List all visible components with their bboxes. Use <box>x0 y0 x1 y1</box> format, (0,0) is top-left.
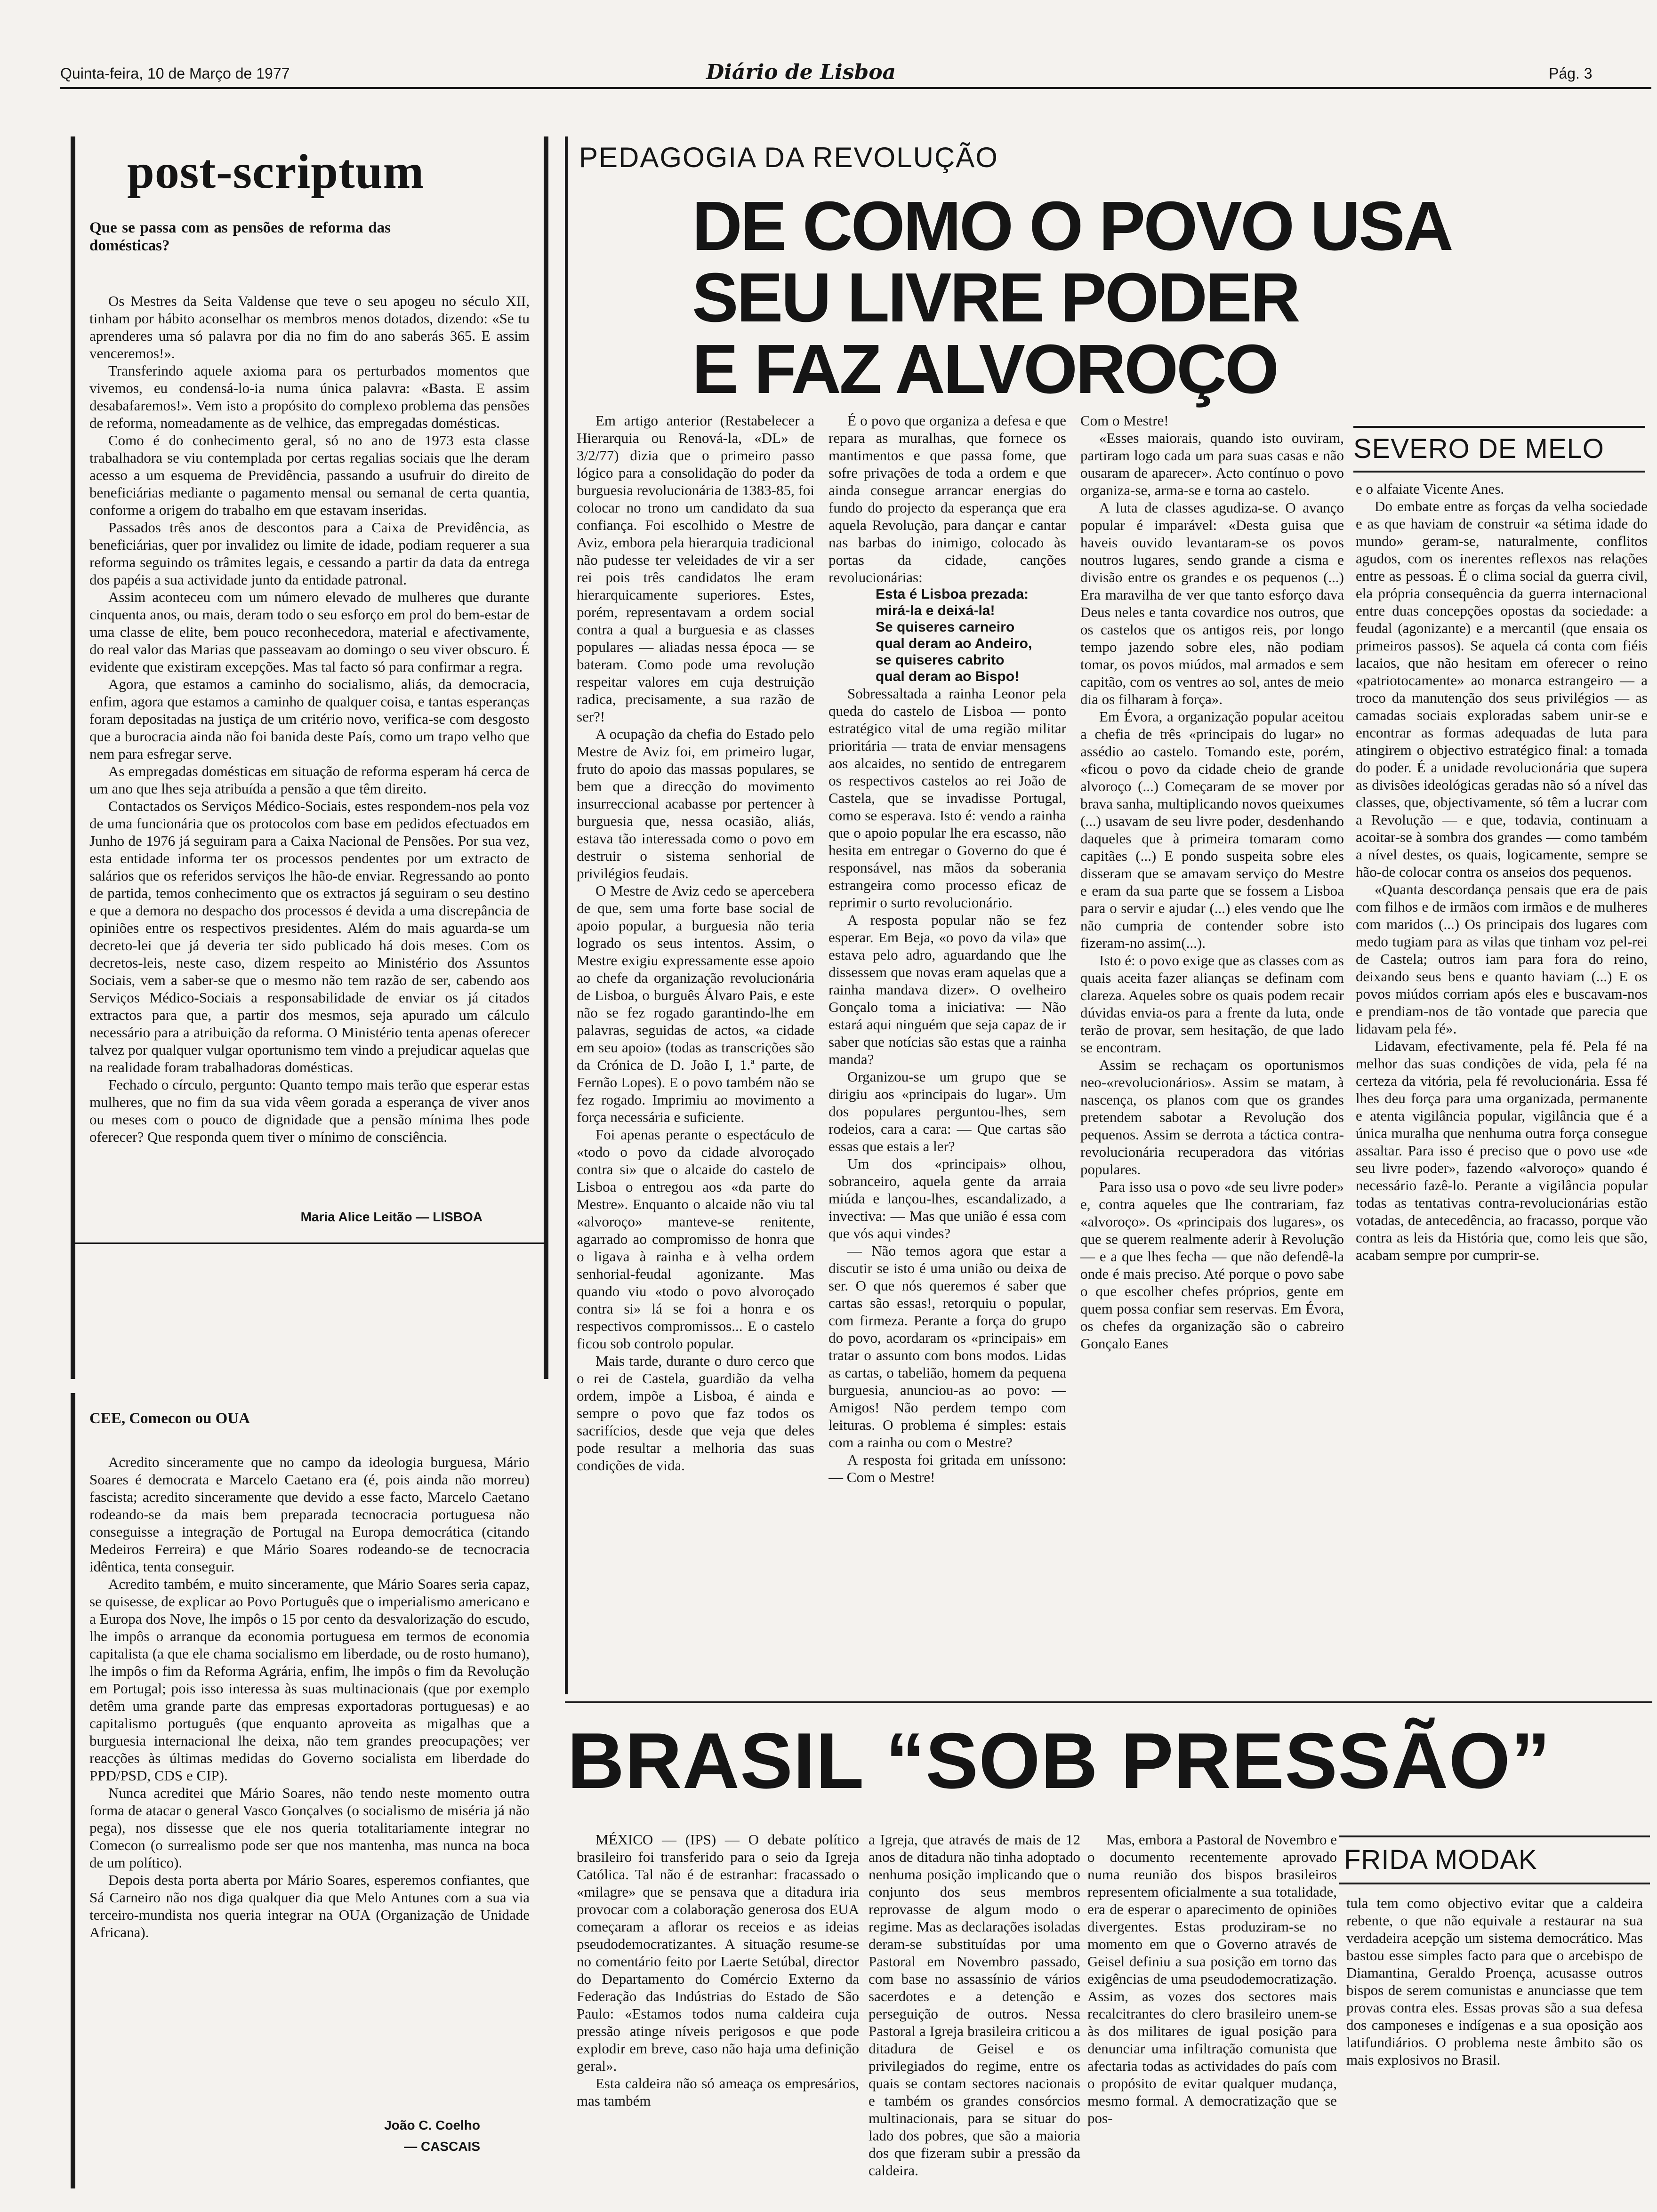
brasil-column-1 <box>577 1831 859 2207</box>
article-headline <box>692 187 1452 408</box>
brasil-paragraph: a Igreja, que através de mais de 12 anos de ditadura não tinha adoptado nenhuma posição implicando que o conjunto dos seus membros reprovasse de algum modo o regime. Mas as declarações isoladas deram-se substituídas por uma Pastoral em Novembro passado, com base no assassínio de vários sacerdotes e a detenção e perseguição de outros. Nessa Pastoral a Igreja brasileira criticou a ditadura de Geisel e os privilegiados do regime, entre os quais se contam sectores nacionais e também os grandes consórcios multinacionais, para se situar do lado dos pobres, que são a maioria dos que fizeram subir a pressão da caldeira. <box>869 1831 1080 2179</box>
letter-1-paragraph: Os Mestres da Seita Valdense que teve o seu apogeu no século XII, tinham por hábito aconselhar os membros menos dotados, dizendo: «Se tu aprenderes uma só palavra por dia no fim do ano saberás 365. E assim venceremos!». <box>89 293 530 361</box>
letter-1-paragraph: Passados três anos de descontos para a Caixa de Previdência, as beneficiárias, quer por invalidez ou limite de idade, podiam requerer a sua reforma seguindo os trâmites legais, e cessando a partir da data da entrega dos papéis a sua actividade junto da entidade patronal. <box>89 519 530 588</box>
letter-1-signature: Maria Alice Leitão — LISBOA <box>300 1210 483 1224</box>
article-paragraph: Isto é: o povo exige que as classes com as quais aceita fazer alianças se definam com clareza. Aqueles sobre os quais podem recair dúvidas envia-os para a frente da luta, onde terão de provar, sem hesitação, de que lado se encontram. <box>1080 952 1344 1056</box>
postscriptum-letter-2 <box>89 1410 530 2101</box>
article-paragraph: «Esses maiorais, quando isto ouviram, partiram logo cada um para suas casas e não ousaram de aparecer». Acto contínuo o povo organiza-se, arma-se e torna ao castelo. <box>1080 430 1344 498</box>
brasil-byline-rule-top <box>1339 1835 1650 1837</box>
article-paragraph: Um dos «principais» olhou, sobranceiro, aquela gente da arraia miúda e lançou-lhes, escandalizado, a invectiva: — Mas que união é essa com que vós aqui vindes? <box>828 1155 1066 1242</box>
letter-2-paragraph: Depois desta porta aberta por Mário Soares, esperemos confiantes, que Sá Carneiro não nos diga qualquer dia que Melo Antunes com a sua via terceiro-mundista nos queria integrar na OUA (Organização de Unidade Africana). <box>89 1872 530 1940</box>
newspaper-name: Diário de Lisboa <box>706 60 896 84</box>
song-verse-line: Esta é Lisboa prezada: <box>876 586 1029 602</box>
article-paragraph: Sobressaltada a rainha Leonor pela queda do castelo de Lisboa — ponto estratégico vital de uma região militar prioritária — trata de enviar mensagens aos alcaides, no sentido de entregarem os respectivos castelos ao rei João de Castela, que se invadisse Portugal, como se esperava. Isto é: vendo a rainha que o apoio popular lhe era escasso, não hesita em entregar o Governo do que é responsável, nas mãos da soberania estrangeira como processo eficaz de reprimir o surto revolucionário. <box>828 685 1066 911</box>
headline-line-1: DE COMO O POVO USA <box>692 187 1452 265</box>
page-number: Pág. 3 <box>1549 65 1593 82</box>
article-paragraph: É o povo que organiza a defesa e que repara as muralhas, que fornece os mantimentos e que passa fome, que sofre privações de toda a ordem e que ainda consegue arrancar energias do fundo do projecto da esperança que era aquela Revolução, para dançar e cantar nas barbas do inimigo, colocado às portas da cidade, canções revolucionárias: <box>828 412 1066 585</box>
brasil-paragraph: MÉXICO — (IPS) — O debate político brasileiro foi transferido para o seio da Igreja Católica. Tal não é de estranhar: fracassado o «milagre» que se pensava que a ditadura iria provocar com a colaboração generosa dos EUA começaram a aflorar os receios e as ideias pseudodemocratizantes. A situação resume-se no comentário feito por Laerte Setúbal, director do Departamento do Comércio Externo da Federação das Indústrias do Estado de São Paulo: «Estamos todos numa caldeira cuja pressão atinge níveis perigosos e que pode explodir em breve, caso não haja uma definição geral». <box>577 1831 859 2074</box>
postscriptum-title: post-scriptum <box>127 144 425 199</box>
article-left-rule <box>565 136 568 1694</box>
article-byline: SEVERO DE MELO <box>1353 433 1604 464</box>
article-paragraph: Organizou-se um grupo que se dirigiu aos «principais do lugar». Um dos populares perguntou-lhes, sem rodeios, cara a cara: — Que cartas são essas que estais a ler? <box>828 1068 1066 1154</box>
article-paragraph: Em Évora, a organização popular aceitou a chefia de três «principais do lugar» no assédio ao castelo. Tomando este, porém, «ficou o povo da cidade cheio de grande alvoroço (...) Começaram de se mover por brava sanha, multiplicando novos queixumes (...) usavam de seu livre poder, desdenhando daqueles que à primeira tomaram como capitães (...) E pondo suspeita sobre eles disseram que se amavam serviço do Mestre e eram da sua parte que se fossem a Lisboa para o servir e ajudar (...) eles vendo que lhe não cumpria de contender sobre isto fizeram-no assim(...). <box>1080 708 1344 951</box>
article-paragraph: «Quanta descordança pensais que era de pais com filhos e de irmãos com irmãos e de mulheres com maridos (...) Os principais dos lugares com medo tugiam para as vilas que tinham voz pel-rei de Castela; outros iam para fora do reino, deixando seus bens e quanto haviam (...) E os povos miúdos corriam após eles e buscavam-nos e prendiam-nos de tão vontade que parecia que lidavam pela fé». <box>1356 881 1648 1037</box>
brasil-column-3 <box>1087 1831 1337 2207</box>
brasil-byline-rule-bottom <box>1339 1883 1650 1884</box>
brasil-paragraph: Esta caldeira não só ameaça os empresários, mas também <box>577 2075 859 2109</box>
letter-1-paragraph: Como é do conhecimento geral, só no ano de 1973 esta classe trabalhadora se viu contemplada por certas regalias sociais que lhe deram acesso a um esquema de Previdência, passando a usufruir do direito de beneficiárias mediante o pagamento mensal ou semanal de certa quantia, conforme a origem do trabalho em que estavam inseridas. <box>89 432 530 518</box>
headline-line-2: SEU LIVRE PODER <box>692 259 1299 337</box>
article-column-4 <box>1356 480 1648 1694</box>
song-verse-line: qual deram ao Bispo! <box>876 669 1020 684</box>
article-paragraph: A luta de classes agudiza-se. O avanço popular é imparável: «Desta guisa que haveis ouvido levantaram-se os povos noutros lugares, sendo grande a cisma e divisão entre os grandes e os pequenos (...) Era maravilha de ver que tanto esforço dava Deus neles e tanta covardice nos outros, que os castelos que os antigos reis, por longo tempo jazendo sobre eles, não podiam tomar, os povos miúdos, mal armados e sem capitão, com os ventres ao sol, antes de meio dia os filharam à força». <box>1080 499 1344 707</box>
brasil-byline: FRIDA MODAK <box>1344 1844 1537 1875</box>
brasil-column-2 <box>869 1831 1080 2207</box>
headline-line-3: E FAZ ALVOROÇO <box>692 330 1278 408</box>
article-column-3 <box>1080 412 1344 1694</box>
song-verse-line: mirá-la e deixá-la! <box>876 603 995 618</box>
article-paragraph: e o alfaiate Vicente Anes. <box>1356 481 1504 497</box>
song-verse-line: Se quiseres carneiro <box>876 619 1015 635</box>
song-verse-line: se quiseres cabrito <box>876 652 1005 668</box>
song-verse-line: qual deram ao Andeiro, <box>876 636 1032 651</box>
letter-2-signature-name: João C. Coelho <box>384 2118 480 2132</box>
article-paragraph: Foi apenas perante o espectáculo de «todo o povo da cidade alvoroçado contra si» que o alcaide do castelo de Lisboa o entregou aos «da parte do Mestre». Enquanto o alcaide não viu tal «alvoroço» manteve-se renitente, agarrado ao compromisso de honra que o ligava à rainha e à velha ordem senhorial-feudal agonizante. Mas quando viu «todo o povo alvoroçado contra si» lá se foi a honra e os respectivos compromissos... E o castelo ficou sob controlo popular. <box>577 1126 814 1352</box>
article-paragraph: Do embate entre as forças da velha sociedade e as que haviam de construir «a sétima idade do mundo» geram-se, naturalmente, conflitos agudos, com os inerentes reflexos nas relações entre as pessoas. É o clima social da guerra civil, ela própria consequência da guerra internacional entre duas concepções opostas da sociedade: a feudal (agonizante) e a mercantil (que ensaia os primeiros passos). Se aquela cá conta com fiéis lacaios, que não hesitam em oferecer o reino «patriotocamente» ao monarca estrangeiro — a troco da manutenção dos seus privilégios — as camadas sociais exploradas sabem unir-se e encontrar as formas adequadas de luta para atingirem o objectivo estratégico final: a tomada do poder. É a unidade revolucionária que supera as divisões ideológicas geradas não só a nível das classes, que, objectivamente, só têm a lucrar com a Revolução — e que, todavia, continuam a acoitar-se à sombra dos grandes — como também a nível destes, os quais, logicamente, sempre se hão-de colocar contra os anseios dos pequenos. <box>1356 498 1648 880</box>
byline-rule-bottom <box>1353 471 1645 473</box>
article-paragraph: A resposta popular não se fez esperar. Em Beja, «o povo da vila» que estava pelo adro, aguardando que lhe dissessem que novas eram aquelas que a rainha mandava dizer». O ovelheiro Gonçalo toma a iniciativa: — Não estará aqui ninguém que seja capaz de ir saber que notícias são estas que a rainha manda? <box>828 912 1066 1067</box>
article-paragraph: — Não temos agora que estar a discutir se isto é uma união ou deixa de ser. O que nós queremos é saber que cartas são essas!, retorquiu o popular, com firmeza. Perante a força do grupo do povo, acordaram os «principais» em tratar o assunto com bons modos. Lidas as cartas, o tabelião, homem da pequena burguesia, anunciou-as ao povo: — Amigos! Não perdem tempo com leituras. O problema é simples: estais com a rainha ou com o Mestre? <box>828 1242 1066 1451</box>
article-paragraph: Lidavam, efectivamente, pela fé. Pela fé na melhor das suas condições de vida, pela fé na certeza da vitória, pela fé revolucionária. Essa fé lhes deu força para uma organizada, permanente e atenta vigilância popular, vigilância que é a única muralha que nenhuma outra força consegue assaltar. Para isso é preciso que o povo use «de seu livre poder», fazendo «alvoroço» quando é necessário fazê-lo. Perante a vigilância popular todas as tentativas contra-revolucionárias estão votadas, de antecedência, ao fracasso, porque vão contra as leis da História que, como leis que são, acabam sempre por cumprir-se. <box>1356 1038 1648 1263</box>
masthead-rule <box>60 87 1651 89</box>
letter-2-signature-place: — CASCAIS <box>404 2139 480 2154</box>
postscriptum-right-rule <box>544 136 548 1379</box>
letter-1-paragraph: As empregadas domésticas em situação de reforma esperam há cerca de um ano que lhes seja atribuída a pensão a que têm direito. <box>89 763 530 797</box>
letter-1-paragraph: Fechado o círculo, pergunto: Quanto tempo mais terão que esperar estas mulheres, que no fim da sua vida vêem gorada a esperança de viver anos ou meses com o pouco de dignidade que a pensão mínima lhes pode oferecer? Que responda quem tiver o mínimo de consciência. <box>89 1076 530 1145</box>
brasil-headline: BRASIL “SOB PRESSÃO” <box>567 1716 1551 1805</box>
letter-2-paragraph: Acredito sinceramente que no campo da ideologia burguesa, Mário Soares é democrata e Marcelo Caetano era (é, pois ainda não morreu) fascista; acredito sinceramente que devido a esse facto, Marcelo Caetano rodeando-se da mais bem preparada tecnocracia portuguesa não conseguisse a integração de Portugal na Europa democrática (citando Medeiros Ferreira) e que Mário Soares rodeando-se de tecnocracia idêntica, tenta conseguir. <box>89 1454 530 1575</box>
issue-date: Quinta-feira, 10 de Março de 1977 <box>60 65 290 82</box>
letter-1-paragraph: Transferindo aquele axioma para os perturbados momentos que vivemos, eu condensá-lo-ia numa única palavra: «Basta. E assim desabafaremos!». Vem isto a propósito do complexo problema das pensões de reforma, nomeadamente as de velhice, das empregadas domésticas. <box>89 362 530 431</box>
letter-1-paragraph: Contactados os Serviços Médico-Sociais, estes respondem-nos pela voz de uma funcionária que os protocolos com base em pedidos efectuados em Junho de 1976 já seguiram para a Caixa Nacional de Pensões. Por sua vez, esta entidade informa ter os processos pendentes por um extracto de salários que os referidos serviços lhe hão-de enviar. Regressando ao ponto de partida, temos conhecimento que os extractos já seguiram o seu destino e que a demora no despacho dos processos é devida a uma discrepância de opiniões entre os respectivos presidentes. Além do mais aguarda-se um decreto-lei que já deveria ter sido publicado há dois meses. Com os decretos-leis, neste caso, dizem respeito ao Ministério dos Assuntos Sociais, vem a saber-se que o mesmo não tem razão de ser, cabendo aos Serviços Médico-Sociais a responsabilidade de enviar os já citados extractos para que, a partir dos mesmos, seja apurado um cálculo necessário para a atribuição da reforma. O Ministério tenta apenas oferecer talvez por qualquer vulgar oportunismo tem vindo a prejudicar aquelas que na realidade foram trabalhadoras domésticas. <box>89 798 530 1075</box>
postscriptum-left-rule <box>71 136 75 1379</box>
article-paragraph: Com o Mestre! <box>1080 412 1169 429</box>
letter-1-paragraph: Agora, que estamos a caminho do socialismo, aliás, da democracia, enfim, agora que estamos a caminho de qualquer coisa, e tantas esperanças foram depositadas na justiça de um critério novo, verifica-se com desgosto que a burocracia ainda não foi banida deste País, como um trapo velho que nem para esfregar serve. <box>89 676 530 762</box>
article-paragraph: Para isso usa o povo «de seu livre poder» e, contra aqueles que lhe contrariam, faz «alvoroço». Os «principais dos lugares», os que se querem realmente aderir à Revolução — e a que lhes fecha — que não defendê-la onde é mais preciso. Até porque o povo sabe o que escolher chefes próprios, gente em quem possa confiar sem reservas. Em Évora, os chefes da organização são o cabreiro Gonçalo Eanes <box>1080 1178 1344 1352</box>
brasil-column-4 <box>1346 1894 1643 2207</box>
article-paragraph: O Mestre de Aviz cedo se apercebera de que, sem uma forte base social de apoio popular, a burguesia não teria logrado os seus intentos. Assim, o Mestre exigiu expressamente esse apoio ao chefe da organização revolucionária de Lisboa, o burguês Álvaro Pais, e este não se fez rogado garantindo-lhe em palavras, seguidas de actos, «a cidade em seu apoio» (todas as transcrições são da Crónica de D. João I, 1.ª parte, de Fernão Lopes). E o povo também não se fez rogado. Imprimiu ao movimento a força necessária e suficiente. <box>577 882 814 1125</box>
brasil-paragraph: tula tem como objectivo evitar que a caldeira rebente, o que não equivale a restaurar na sua verdadeira acepção um sistema democrático. Mas bastou esse simples facto para que o arcebispo de Diamantina, Geraldo Proença, acusasse outros bispos de serem comunistas e anunciasse que tem provas contra eles. Essas provas são a sua defesa dos camponeses e indígenas e a sua oposição aos latifundiários. O problema neste âmbito são os mais explosivos no Brasil. <box>1346 1895 1643 2068</box>
brasil-top-rule <box>565 1701 1652 1703</box>
article-column-2 <box>828 412 1066 1694</box>
letter-2-paragraph: Acredito também, e muito sinceramente, que Mário Soares seria capaz, se quisesse, de explicar ao Povo Português que o imperialismo americano e a Europa dos Nove, lhe impôs o 15 por cento da desvalorização do escudo, lhe impôs o arranque da economia portuguesa em termos de economia capitalista (a que ele chama socialismo em liberdade, ou de rosto humano), lhe impôs o fim da Reforma Agrária, enfim, lhe impôs o fim da Revolução em Portugal; pois isso interessa às suas multinacionais (que por exemplo detêm uma grande parte das empresas exportadoras portuguesas) e ao capitalismo português (que enquanto aproveita as migalhas que a burguesia internacional lhe deixa, não tem grandes preocupações; ver reacções às últimas medidas do Governo socialista em liberdade do PPD/PSD, CDS e CIP). <box>89 1576 530 1784</box>
brasil-paragraph: Mas, embora a Pastoral de Novembro e o documento recentemente aprovado numa reunião dos bispos brasileiros representem oficialmente a sua totalidade, era de esperar o aparecimento de opiniões divergentes. Estas produziram-se no momento em que o Governo através de Geisel definiu a sua posição em torno das exigências de uma pseudodemocratização. Assim, as vozes dos sectores mais recalcitrantes do clero brasileiro unem-se às dos militares de igual posição para denunciar uma infiltração comunista que afectaria todas as actividades do país com o propósito de evitar qualquer mudança, mesmo formal. A democratização que se pos- <box>1087 1831 1337 2126</box>
byline-rule-top <box>1353 426 1645 428</box>
article-paragraph: A ocupação da chefia do Estado pelo Mestre de Aviz foi, em primeiro lugar, fruto do apoio das massas populares, se bem que a direcção do movimento insurreccional acabasse por pertencer à burguesia que, nessa ocasião, aliás, estava tão interessada como o povo em destruir o sistema senhorial de privilégios feudais. <box>577 726 814 882</box>
article-column-1 <box>577 412 814 1694</box>
letter-1-paragraph: Assim aconteceu com um número elevado de mulheres que durante cinquenta anos, ou mais, deram todo o seu esforço em prol do bem-estar de uma classe de elite, bem pouco reconhecedora, material e afectivamente, do real valor das Marias que passeavam ao domingo o seu viver obscuro. É evidente que existiram excepções. Mas tal facto só para confirmar a regra. <box>89 589 530 675</box>
postscriptum-left-rule-2 <box>71 1393 75 2188</box>
postscriptum-letter-1 <box>89 219 530 1198</box>
article-paragraph: A resposta foi gritada em uníssono: — Com o Mestre! <box>828 1451 1066 1485</box>
letter-2-title: CEE, Comecon ou OUA <box>89 1410 250 1427</box>
article-paragraph: Mais tarde, durante o duro cerco que o rei de Castela, guardião da velha ordem, impõe a Lisboa, é ainda e sempre o povo que faz todos os sacrifícios, desde que veja que deles pode resultar a melhoria das suas condições de vida. <box>577 1353 814 1474</box>
letter-2-paragraph: Nunca acreditei que Mário Soares, não tendo neste momento outra forma de atacar o general Vasco Gonçalves (o socialismo de miséria já não pega), nos dissesse que ele nos queria totalitariamente integrar no Comecon (o surrealismo pode ser que nos mantenha, mas nunca na boca de um político). <box>89 1785 530 1871</box>
article-paragraph: Assim se rechaçam os oportunismos neo-«revolucionários». Assim se matam, à nascença, os planos com que os grandes pretendem sabotar a Revolução dos pequenos. Assim se derrota a táctica contra-revolucionária recuperadora das vitórias populares. <box>1080 1057 1344 1178</box>
postscriptum-separator <box>71 1242 548 1244</box>
article-kicker: PEDAGOGIA DA REVOLUÇÃO <box>579 142 998 173</box>
article-paragraph: Em artigo anterior (Restabelecer a Hierarquia ou Renová-la, «DL» de 3/2/77) dizia que o primeiro passo lógico para a consolidação do poder da burguesia revolucionária de 1383-85, foi colocar no trono um candidato da sua confiança. Foi escolhido o Mestre de Aviz, embora pela hierarquia tradicional não pudesse ter veleidades de vir a ser rei pois três candidatos lhe eram hierarquicamente superiores. Estes, porém, representavam a ordem social contra a qual a burguesia e as classes populares — aliadas nessa época — se bateram. Como pode uma revolução respeitar valores em cuja destruição radica, precisamente, a sua razão de ser?! <box>577 412 814 725</box>
letter-1-title: Que se passa com as pensões de reforma das domésticas? <box>89 219 391 254</box>
